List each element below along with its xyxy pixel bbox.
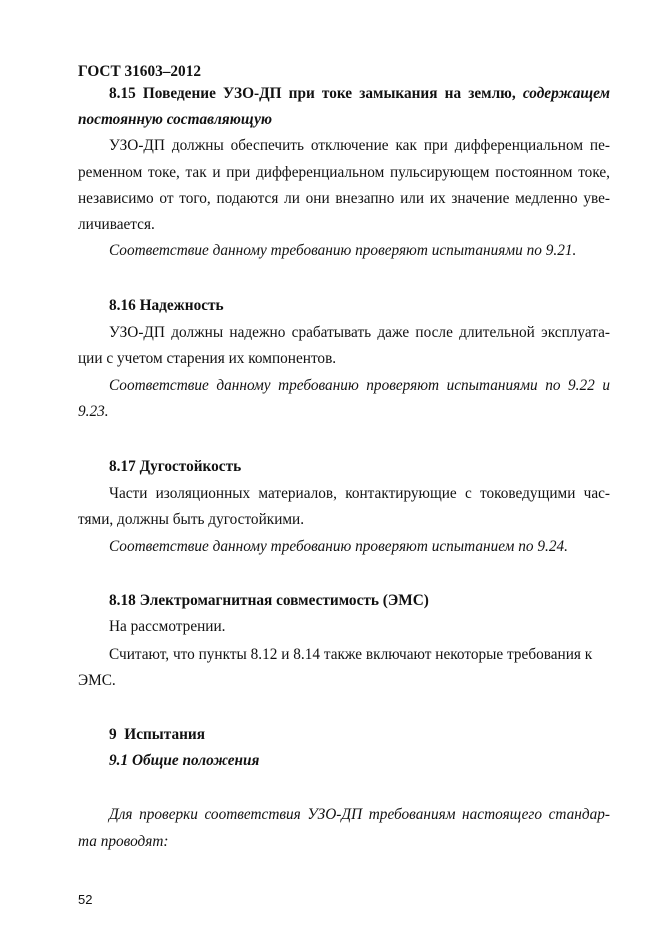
section-8-16-body-line: УЗО-ДП должны надежно срабатывать даже после длительной эксплуата- — [109, 324, 610, 341]
section-9-1-body-line: та проводят: — [78, 833, 169, 850]
section-8-18-body-line: Считают, что пункты 8.12 и 8.14 также включают некоторые требования к — [109, 646, 593, 663]
section-8-15-title-cont: постоянную составляющую — [78, 111, 273, 128]
section-8-15-title-italic: содержащем — [522, 85, 610, 102]
section-8-17-title: 8.17 Дугостойкость — [109, 458, 242, 475]
section-9-title: 9 Испытания — [109, 726, 205, 743]
section-8-16-check: Соответствие данному требованию проверяют испытаниями по 9.22 и — [109, 377, 610, 394]
section-8-15-check: Соответствие данному требованию проверяют испытаниями по 9.21. — [109, 242, 577, 259]
document-id: ГОСТ 31603–2012 — [78, 63, 201, 80]
section-8-18-body-line: ЭМС. — [78, 672, 116, 689]
section-8-15-body-line: ременном токе, так и при дифференциальном пульсирующем постоянном токе, — [78, 164, 610, 181]
section-8-16-body-line: ции с учетом старения их компонентов. — [78, 350, 337, 367]
section-8-18-title: 8.18 Электромагнитная совместимость (ЭМС) — [109, 592, 429, 609]
section-8-15-body-line: независимо от того, подаются ли они внезапно или их значение медленно уве- — [78, 190, 610, 207]
section-8-17-check: Соответствие данному требованию проверяют испытанием по 9.24. — [109, 538, 568, 555]
section-8-17-body-line: Части изоляционных материалов, контактирующие с токоведущими час- — [109, 485, 610, 502]
section-9-1-body-line: Для проверки соответствия УЗО-ДП требованиям настоящего стандар- — [109, 806, 610, 823]
section-8-17-body-line: тями, должны быть дугостойкими. — [78, 511, 305, 528]
section-8-15-title — [109, 84, 610, 104]
section-8-16-title: 8.16 Надежность — [109, 297, 224, 314]
section-8-15-body-line: личивается. — [78, 216, 155, 233]
section-8-15-body-line: УЗО-ДП должны обеспечить отключение как при дифференциальном пе- — [109, 137, 610, 154]
section-9-1-title: 9.1 Общие положения — [109, 752, 260, 769]
section-8-18-body-line: На рассмотрении. — [109, 618, 226, 635]
section-8-16-check-cont: 9.23. — [78, 403, 109, 420]
section-8-15-title-bold: 8.15 Поведение УЗО-ДП при токе замыкания на землю, — [109, 85, 516, 102]
page-number: 52 — [78, 892, 93, 907]
